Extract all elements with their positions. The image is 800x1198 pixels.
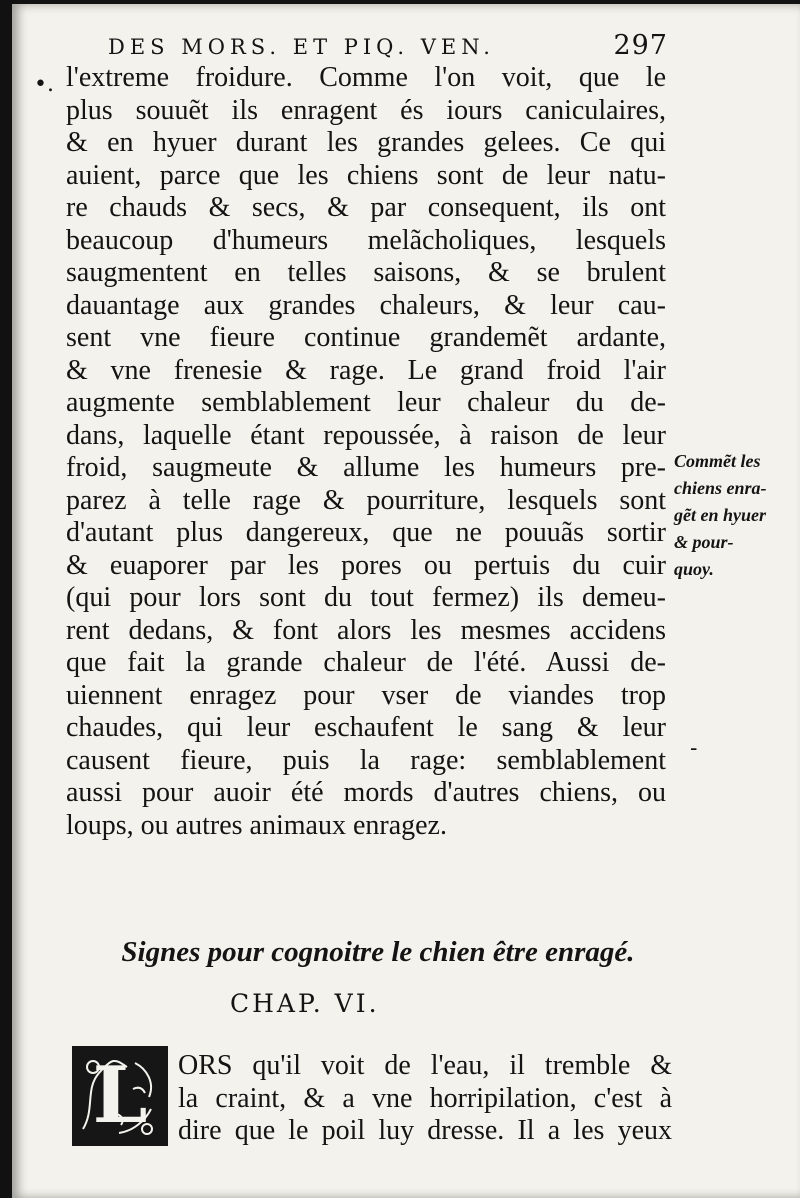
text-line: l'extreme froidure. Comme l'on voit, que le — [66, 62, 666, 93]
chapter-heading: CHAP. VI. — [230, 989, 380, 1018]
text-line: auient, parce que les chiens sont de leur natu- — [66, 159, 666, 191]
text-line: dire que le poil luy dresse. Il a les yeux — [178, 1115, 672, 1146]
text-line: saugmentent en telles saisons, & se brulent — [66, 257, 666, 288]
marginal-note — [674, 448, 800, 583]
margin-mark: •. — [34, 72, 54, 97]
text-line: la craint, & a vne horripilation, c'est à — [178, 1082, 672, 1114]
text-line: re chauds & secs, & par consequent, ils ont — [66, 192, 666, 223]
text-line: beaucoup d'humeurs melãcholiques, lesquels — [66, 224, 666, 256]
text-line: augmente semblablement leur chaleur du de- — [66, 387, 666, 418]
text-line: froid, saugmeute & allume les humeurs pre- — [66, 452, 666, 483]
text-line: d'autant plus dangereux, que ne pouuãs sortir — [66, 517, 666, 548]
text-line: loups, ou autres animaux enragez. — [66, 809, 447, 841]
text-line: rent dedans, & font alors les mesmes accidens — [66, 614, 666, 646]
text-line: sent vne fieure continue grandemẽt ardante, — [66, 322, 666, 353]
text-line: aussi pour auoir été mords d'autres chiens, ou — [66, 777, 666, 808]
drop-initial-letter: L — [92, 1050, 148, 1141]
text-line: & en hyuer durant les grandes gelees. Ce qui — [66, 127, 666, 158]
text-line: uiennent enragez pour vser de viandes trop — [66, 679, 666, 711]
text-line: (qui pour lors sont du tout fermez) ils demeu- — [66, 582, 666, 613]
page-number: 297 — [613, 30, 668, 61]
section-title: Signes pour cognoitre le chien être enragé. — [121, 936, 635, 968]
chapter-paragraph — [178, 1050, 672, 1148]
book-page — [12, 4, 800, 1198]
text-line: plus souuẽt ils enragent és iours caniculaires, — [66, 94, 666, 126]
text-line: parez à telle rage & pourriture, lesquels sont — [66, 484, 666, 516]
text-line: dans, laquelle étant repoussée, à raison de leur — [66, 419, 666, 451]
marginal-note-line: & pour- — [674, 532, 734, 552]
text-line: ORS qu'il voit de l'eau, il tremble & — [178, 1050, 672, 1081]
marginal-note-line: quoy. — [674, 559, 714, 579]
text-line: chaudes, qui leur eschaufent le sang & leur — [66, 712, 666, 743]
text-line: dauantage aux grandes chaleurs, & leur cau- — [66, 289, 666, 321]
marginal-note-line: gẽt en hyuer — [674, 505, 766, 525]
marginal-note-line: Commẽt les — [674, 451, 761, 471]
running-head: DES MORS. ET PIQ. VEN. — [108, 35, 495, 59]
text-line: & vne frenesie & rage. Le grand froid l'air — [66, 354, 666, 386]
main-paragraph — [66, 62, 666, 842]
ornamented-initial — [72, 1046, 168, 1146]
page-header — [108, 30, 668, 61]
text-line: causent fieure, puis la rage: semblablement — [66, 744, 666, 776]
marginal-note-line: chiens enra- — [674, 478, 767, 498]
margin-mark: - — [690, 736, 698, 761]
text-line: & euaporer par les pores ou pertuis du cuir — [66, 549, 666, 581]
text-line: que fait la grande chaleur de l'été. Aussi de- — [66, 647, 666, 678]
